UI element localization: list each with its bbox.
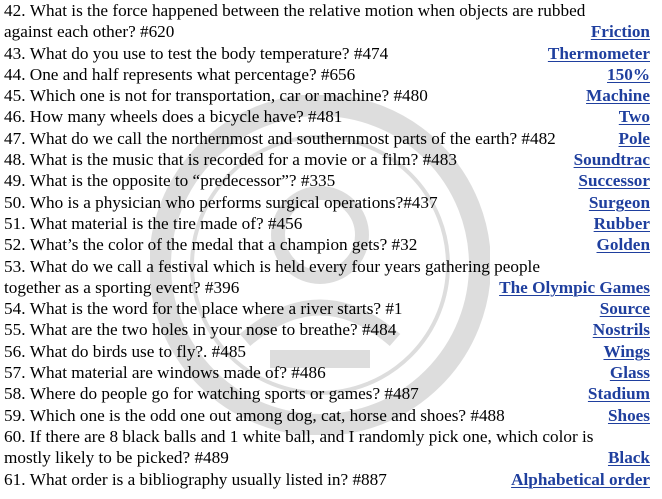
question-text: Who is a physician who performs surgical operations?#437	[29, 192, 438, 212]
question-number: 49.	[4, 171, 26, 191]
answer-link[interactable]: Pole	[618, 128, 650, 148]
question-50	[4, 192, 650, 213]
question-number: 42.	[4, 1, 26, 20]
question-55	[4, 319, 650, 340]
question-number: 55.	[4, 320, 26, 340]
question-number: 60.	[4, 426, 26, 446]
question-58	[4, 383, 650, 404]
answer-link[interactable]: Soundtrac	[573, 150, 650, 170]
question-53-line1	[4, 256, 650, 277]
question-number: 48.	[4, 150, 26, 170]
question-text: One and half represents what percentage? #656	[29, 64, 356, 84]
question-text: What material are windows made of? #486	[29, 363, 326, 383]
question-text: Where do people go for watching sports or games? #487	[29, 384, 419, 404]
answer-link[interactable]: Glass	[609, 363, 650, 383]
answer-link[interactable]: 150%	[607, 64, 650, 84]
qa-list	[4, 0, 650, 490]
answer-link[interactable]: Black	[607, 448, 650, 468]
question-number: 43.	[4, 43, 26, 63]
question-text: What’s the color of the medal that a champion gets? #32	[29, 235, 418, 255]
question-text: What is the opposite to “predecessor”? #335	[29, 171, 336, 191]
question-47	[4, 128, 650, 149]
question-number: 59.	[4, 405, 26, 425]
question-text: What order is a bibliography usually listed in? #887	[29, 469, 387, 489]
question-number: 47.	[4, 128, 26, 148]
question-52	[4, 234, 650, 255]
answer-link[interactable]: The Olympic Games	[499, 277, 650, 297]
question-text: together as a sporting event? #396	[4, 277, 240, 297]
answer-link[interactable]: Source	[599, 299, 650, 319]
question-number: 57.	[4, 363, 26, 383]
question-43	[4, 43, 650, 64]
question-46	[4, 106, 650, 127]
question-text: What material is the tire made of? #456	[29, 213, 303, 233]
question-text: What do we call a festival which is held every four years gathering people	[29, 256, 540, 276]
answer-link[interactable]: Thermometer	[547, 43, 650, 63]
question-number: 46.	[4, 107, 26, 127]
question-57	[4, 362, 650, 383]
question-42-line1	[4, 0, 650, 21]
answer-link[interactable]: Wings	[603, 341, 650, 361]
question-text: What do you use to test the body temperature? #474	[29, 43, 389, 63]
question-42-line2	[4, 21, 650, 42]
question-text: What is the force happened between the relative motion when objects are rubbed	[29, 1, 586, 20]
question-text: If there are 8 black balls and 1 white ball, and I randomly pick one, which color is	[29, 426, 594, 446]
answer-link[interactable]: Rubber	[593, 213, 650, 233]
question-text: What do we call the northernmost and southernmost parts of the earth? #482	[29, 128, 556, 148]
question-text: How many wheels does a bicycle have? #481	[29, 107, 343, 127]
question-text: What do birds use to fly?. #485	[29, 341, 247, 361]
question-text: mostly likely to be picked? #489	[4, 448, 229, 468]
question-49	[4, 170, 650, 191]
answer-link[interactable]: Nostrils	[592, 320, 650, 340]
question-number: 53.	[4, 256, 26, 276]
question-text: What is the word for the place where a river starts? #1	[29, 299, 403, 319]
question-44	[4, 64, 650, 85]
answer-link[interactable]: Machine	[586, 86, 650, 106]
question-number: 50.	[4, 192, 26, 212]
question-text: against each other? #620	[4, 22, 175, 42]
answer-link[interactable]: Stadium	[587, 384, 650, 404]
question-53-line2	[4, 277, 650, 298]
answer-link[interactable]: Alphabetical order	[511, 469, 650, 489]
question-number: 56.	[4, 341, 26, 361]
question-51	[4, 213, 650, 234]
question-number: 54.	[4, 299, 26, 319]
question-number: 45.	[4, 86, 26, 106]
answer-link[interactable]: Shoes	[607, 405, 650, 425]
question-number: 58.	[4, 384, 26, 404]
question-60-line1	[4, 426, 650, 447]
question-48	[4, 149, 650, 170]
answer-link[interactable]: Two	[618, 107, 650, 127]
question-56	[4, 341, 650, 362]
question-number: 51.	[4, 213, 26, 233]
question-61	[4, 469, 650, 490]
question-number: 61.	[4, 469, 26, 489]
question-number: 52.	[4, 235, 26, 255]
answer-link[interactable]: Successor	[578, 171, 650, 191]
answer-link[interactable]: Golden	[596, 235, 650, 255]
question-text: What are the two holes in your nose to breathe? #484	[29, 320, 397, 340]
question-text: Which one is not for transportation, car or machine? #480	[29, 86, 428, 106]
question-54	[4, 298, 650, 319]
question-59	[4, 405, 650, 426]
answer-link[interactable]: Friction	[590, 22, 650, 42]
question-text: What is the music that is recorded for a movie or a film? #483	[29, 150, 457, 170]
question-number: 44.	[4, 64, 26, 84]
answer-link[interactable]: Surgeon	[588, 192, 650, 212]
question-45	[4, 85, 650, 106]
question-text: Which one is the odd one out among dog, cat, horse and shoes? #488	[29, 405, 505, 425]
question-60-line2	[4, 447, 650, 468]
